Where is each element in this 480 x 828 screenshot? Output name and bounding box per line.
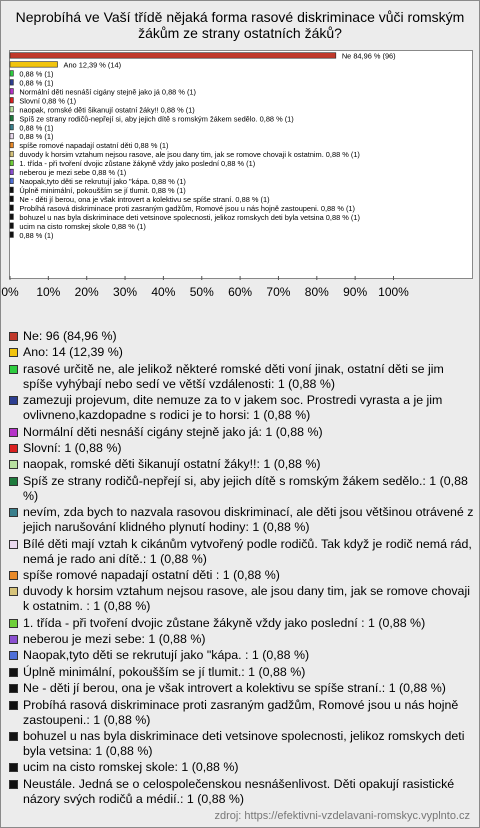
legend-label: 1. třída - při tvoření dvojic zůstane žákyně vždy jako poslední : 1 (0,88 %) [23,615,426,630]
legend-swatch [9,701,18,710]
legend-item-5 [8,425,474,440]
bar-label-3: 0,88 % (1) [19,69,54,79]
bar-16 [10,187,13,193]
legend-label: rasové určitě ne, ale jelikož některé romské děti voní jinak, ostatní děti se jim spíše vyhýbají nebo sedí ve větší vzdálenosti: 1 (0,88 %) [23,361,444,391]
legend-label: naopak, romské děti šikanují ostatní žáky!!: 1 (0,88 %) [23,457,321,472]
legend-label: Naopak,tyto děti se rekrutují jako "kápa. : 1 (0,88 %) [23,648,310,663]
x-tick-label-9: 90% [343,285,368,299]
bar-13 [10,160,13,166]
bar-label-14: neberou je mezi sebe 0,88 % (1) [19,168,127,178]
legend-label: Neustále. Jedná se o celospolečenskou nesnášenlivost. Děti opakují rasistické názory svých rodičů a médií.: 1 (0,88 %) [23,776,455,806]
x-tick-label-0: 0% [1,285,19,299]
bar-chart [9,50,471,277]
bar-14 [10,169,13,175]
x-tick-label-2: 20% [74,285,99,299]
legend-label: Ano: 14 (12,39 %) [23,345,123,360]
bar-4 [10,80,13,86]
legend-swatch [9,508,18,517]
legend-label: Ne: 96 (84,96 %) [23,329,117,343]
legend-swatch [9,780,18,789]
bar-6 [10,98,13,104]
legend-swatch [9,651,18,660]
x-tick-label-10: 100% [378,285,409,299]
legend-label: nevím, zda bych to nazvala rasovou diskriminací, ale děti jsou většinou otrávené z jejich narušování klidného plynutí hodiny: 1 (0,88 %) [23,505,474,535]
bar-9 [10,124,13,130]
bar-label-7: naopak, romské děti šikanují ostatní žáky!! 0,88 % (1) [19,105,195,115]
bar-10 [10,133,13,139]
legend-item-7 [8,457,474,472]
bar-7 [10,106,13,112]
bar-21 [10,232,13,238]
legend-swatch [9,635,18,644]
bar-label-17: Ne - děti jí berou, ona je však introvert a kolektivu se spíše straní. 0,88 % (1) [19,194,270,204]
legend-swatch [9,348,18,357]
bar-1 [10,53,336,59]
bar-label-9: 0,88 % (1) [19,123,54,133]
legend-swatch [9,332,18,341]
legend-item-20 [8,760,474,775]
legend-item-16 [8,665,474,680]
legend-label: Probíhá rasová diskriminace proti zasraným gadžům, Romové jsou u nás hojně zastoupeni.: 1 (0,88 %) [23,697,459,727]
legend-label: neberou je mezi sebe: 1 (0,88 %) [23,632,206,647]
x-axis [0,276,480,302]
bar-label-1: Ne 84,96 % (96) [341,51,396,61]
legend-item-18 [8,698,474,728]
legend-label: bohuzel u nas byla diskriminace deti vetsinove spolecnosti, jelikoz romskych deti byla vetsina: 1 (0,88 %) [23,729,465,759]
x-tick-label-3: 30% [113,285,138,299]
legend-item-21 [8,777,474,807]
legend-swatch [9,668,18,677]
x-tick-label-6: 60% [228,285,253,299]
legend-label: ucim na cisto romskej skole: 1 (0,88 %) [23,760,239,775]
legend-swatch [9,571,18,580]
legend-label: Úplně minimální, pokoušším se jí tlumit.: 1 (0,88 %) [23,664,306,679]
legend-item-15 [8,648,474,663]
legend-item-10 [8,537,474,567]
bar-label-21: 0,88 % (1) [19,230,54,240]
bar-label-6: Slovní 0,88 % (1) [19,96,77,106]
legend-swatch [9,460,18,469]
legend-label: Spíš ze strany rodičů-nepřejí si, aby jejich dítě s romským žákem sedělo.: 1 (0,88 %) [23,473,468,503]
bar-20 [10,223,13,229]
legend-item-3 [8,362,474,392]
legend-label: Slovní: 1 (0,88 %) [23,440,122,455]
legend-label: zamezuji projevum, dite nemuze za to v jakem soc. Prostredi vyrasta a je jim ovlivneno,kazdopadne s rodici je to horsi: 1 (0,88 %) [23,393,443,423]
bar-label-13: 1. třída - při tvoření dvojic zůstane žákyně vždy jako poslední 0,88 % (1) [19,159,256,169]
legend-item-2 [8,345,474,360]
legend-swatch [9,763,18,772]
bar-label-5: Normální děti nesnáší cigány stejně jako já 0,88 % (1) [19,87,197,97]
legend-swatch [9,732,18,741]
legend-swatch [9,587,18,596]
bar-15 [10,178,13,184]
bar-label-12: duvody k horsim vztahum nejsou rasove, ale jsou dany tim, jak se romove chovaji k ostatnim. 0,88 % (1) [19,150,360,160]
bar-label-19: bohuzel u nas byla diskriminace deti vetsinove spolecnosti, jelikoz romskych deti byla vetsina 0,88 % (1) [19,212,360,222]
legend-swatch [9,365,18,374]
source-note: zdroj: https://efektivni-vzdelavani-romskyc.vyplnto.cz [214,810,470,822]
bar-label-16: Úplně minimální, pokoušším se jí tlumit. 0,88 % (1) [19,186,186,195]
legend-item-12 [8,584,474,614]
bar-label-20: ucim na cisto romskej skole 0,88 % (1) [19,221,146,231]
x-tick-label-5: 50% [189,285,214,299]
x-tick-label-1: 10% [36,285,61,299]
legend-item-14 [8,632,474,647]
legend-item-9 [8,505,474,535]
bar-18 [10,205,13,211]
x-tick-label-7: 70% [266,285,291,299]
bar-11 [10,142,13,148]
legend-item-13 [8,616,474,631]
bar-label-11: spíše romové napadají ostatní děti 0,88 % (1) [19,141,169,151]
bar-19 [10,214,13,220]
legend-item-19 [8,729,474,759]
x-tick-label-8: 80% [304,285,329,299]
bar-label-2: Ano 12,39 % (14) [63,60,122,70]
legend-label: Bílé děti mají vztah k cikánům vytvořený podle rodičů. Tak když je rodič nemá rád, nemá je rado ani dítě.: 1 (0,88 %) [23,536,472,566]
legend-swatch [9,619,18,628]
bar-label-10: 0,88 % (1) [19,132,54,142]
bar-12 [10,151,13,157]
legend [8,329,474,808]
bar-2 [10,62,58,68]
legend-swatch [9,477,18,486]
legend-label: duvody k horsim vztahum nejsou rasove, ale jsou dany tim, jak se romove chovaji k ostatnim. : 1 (0,88 %) [23,584,470,614]
bar-label-15: Naopak,tyto děti se rekrutují jako "kápa. 0,88 % (1) [19,177,186,187]
bar-8 [10,115,13,121]
legend-label: Normální děti nesnáší cigány stejně jako já: 1 (0,88 %) [23,424,323,439]
bar-5 [10,89,13,95]
legend-item-8 [8,474,474,504]
chart-title: Neprobíhá ve Vaší třídě nějaká forma rasové diskriminace vůči romským žákům ze strany ostatních žáků? [15,9,465,41]
x-tick-label-4: 40% [151,285,176,299]
bar-label-4: 0,88 % (1) [19,78,54,88]
legend-item-17 [8,681,474,696]
legend-swatch [9,444,18,453]
bar-17 [10,196,13,202]
legend-swatch [9,540,18,549]
legend-item-1 [8,329,474,344]
legend-swatch [9,684,18,693]
legend-swatch [9,428,18,437]
legend-label: Ne - děti jí berou, ona je však introvert a kolektivu se spíše straní.: 1 (0,88 %) [23,681,446,696]
legend-item-6 [8,441,474,456]
legend-item-4 [8,393,474,423]
bar-label-18: Probíhá rasová diskriminace proti zasraným gadžům, Romové jsou u nás hojně zastoupeni. 0,88 % (1) [19,203,355,213]
bar-3 [10,71,13,77]
legend-label: spíše romové napadají ostatní děti : 1 (0,88 %) [23,567,280,582]
bar-label-8: Spíš ze strany rodičů-nepřejí si, aby jejich dítě s romským žákem sedělo. 0,88 % (1) [19,114,294,124]
legend-swatch [9,396,18,405]
legend-item-11 [8,568,474,583]
